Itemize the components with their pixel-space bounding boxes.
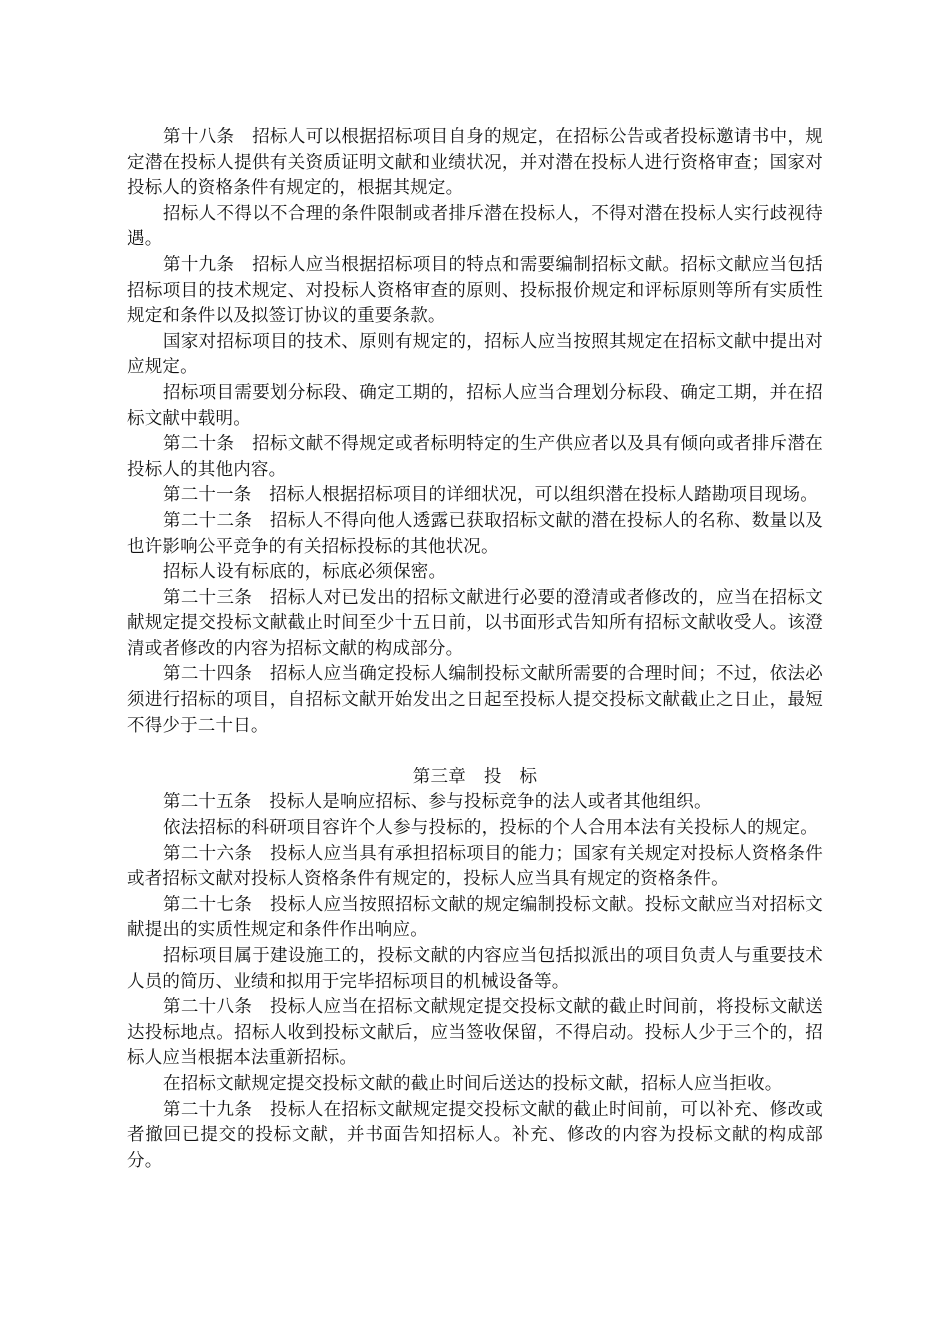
chapter-title: 第三章 投 标: [412, 766, 538, 787]
paragraph-article-28: 第二十八条 投标人应当在招标文献规定提交投标文献的截止时间前，将投标文献送达投标地点。招标人收到投标文献后，应当签收保留，不得启动。投标人少于三个的，招标人应当根据本法重新招标。: [127, 997, 823, 1069]
paragraph-article-23: 第二十三条 招标人对已发出的招标文献进行必要的澄清或者修改的，应当在招标文献规定提交投标文献截止时间至少十五日前，以书面形式告知所有招标文献收受人。该澄清或者修改的内容为招标文献的构成部分。: [127, 587, 823, 659]
paragraph-article-29: 第二十九条 投标人在招标文献规定提交投标文献的截止时间前，可以补充、修改或者撤回已提交的投标文献，并书面告知招标人。补充、修改的内容为投标文献的构成部分。: [127, 1099, 823, 1171]
paragraph-article-19: 第十九条 招标人应当根据招标项目的特点和需要编制招标文献。招标文献应当包括招标项目的技术规定、对投标人资格审查的原则、投标报价规定和评标原则等所有实质性规定和条件以及拟签订协议的重要条款。: [127, 254, 823, 327]
document-page: [127, 125, 823, 1174]
paragraph-article-20: 第二十条 招标文献不得规定或者标明特定的生产供应者以及具有倾向或者排斥潜在投标人的其他内容。: [127, 434, 823, 480]
paragraph-article-22-clause-2: 招标人设有标底的，标底必须保密。: [163, 562, 447, 583]
paragraph-article-25: 第二十五条 投标人是响应招标、参与投标竞争的法人或者其他组织。: [163, 792, 712, 813]
section-spacer: [127, 739, 823, 765]
paragraph-article-28-clause-2: 在招标文献规定提交投标文献的截止时间后送达的投标文献，招标人应当拒收。: [163, 1073, 783, 1094]
paragraph-article-19-clause-3: 招标项目需要划分标段、确定工期的，招标人应当合理划分标段、确定工期，并在招标文献中载明。: [127, 382, 823, 429]
paragraph-article-18-clause-2: 招标人不得以不合理的条件限制或者排斥潜在投标人，不得对潜在投标人实行歧视待遇。: [127, 203, 823, 250]
paragraph-article-27-clause-2: 招标项目属于建设施工的，投标文献的内容应当包括拟派出的项目负责人与重要技术人员的简历、业绩和拟用于完毕招标项目的机械设备等。: [127, 946, 823, 992]
paragraph-article-25-clause-2: 依法招标的科研项目容许个人参与投标的，投标的个人合用本法有关投标人的规定。: [163, 818, 818, 839]
paragraph-article-26: 第二十六条 投标人应当具有承担招标项目的能力；国家有关规定对投标人资格条件或者招标文献对投标人资格条件有规定的，投标人应当具有规定的资格条件。: [127, 843, 823, 890]
paragraph-article-27: 第二十七条 投标人应当按照招标文献的规定编制投标文献。投标文献应当对招标文献提出的实质性规定和条件作出响应。: [127, 894, 823, 941]
paragraph-article-24: 第二十四条 招标人应当确定投标人编制投标文献所需要的合理时间；不过，依法必须进行招标的项目，自招标文献开始发出之日起至投标人提交投标文献截止之日止，最短不得少于二十日。: [127, 664, 823, 736]
paragraph-article-21: 第二十一条 招标人根据招标项目的详细状况，可以组织潜在投标人踏勘项目现场。: [163, 485, 818, 506]
paragraph-article-18: 第十八条 招标人可以根据招标项目自身的规定，在招标公告或者投标邀请书中，规定潜在投标人提供有关资质证明文献和业绩状况，并对潜在投标人进行资格审查；国家对投标人的资格条件有规定的，根据其规定。: [127, 127, 823, 199]
paragraph-article-19-clause-2: 国家对招标项目的技术、原则有规定的，招标人应当按照其规定在招标文献中提出对应规定。: [127, 331, 823, 378]
paragraph-article-22: 第二十二条 招标人不得向他人透露已获取招标文献的潜在投标人的名称、数量以及也许影响公平竞争的有关招标投标的其他状况。: [127, 510, 823, 557]
